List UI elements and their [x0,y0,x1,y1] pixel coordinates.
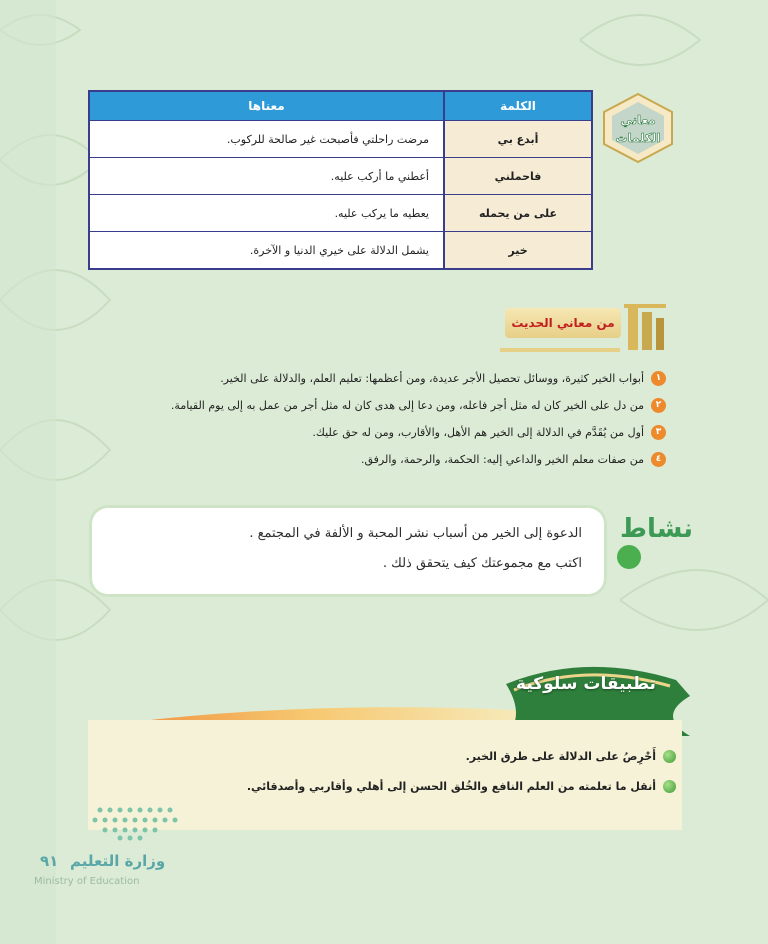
green-bullet-icon [663,780,676,793]
table-row [89,121,592,158]
vocabulary-table [88,90,593,270]
point-text: أبواب الخير كثيرة، ووسائل تحصيل الأجر عديدة، ومن أعظمها: تعليم العلم، والدلالة على الخير. [220,372,644,385]
column-header-meaning: معناها [89,91,444,121]
page-number: ٩١ [40,852,59,870]
point-text: أول من يُقَدَّم في الدلالة إلى الخير هم الأهل، والأقارب، ومن له حق عليك. [312,426,644,439]
ministry-name-arabic: وزارة التعليم [70,852,166,870]
application-text: أَحْرِصُ على الدلالة على طرق الخير. [465,750,656,763]
column-header-word: الكلمة [444,91,592,121]
table-row [89,158,592,195]
number-badge: ٤ [651,452,666,467]
list-item [76,365,666,392]
vocab-word: فاحملني [444,158,592,195]
svg-text:معاني: معاني [620,113,656,127]
vocab-word: على من يحمله [444,195,592,232]
number-badge: ٣ [651,425,666,440]
hadith-points-list [76,365,666,473]
activity-line-2: اكتب مع مجموعتك كيف يتحقق ذلك . [382,556,582,571]
svg-text:الكلمات: الكلمات [615,131,661,145]
ministry-name-english: Ministry of Education [34,876,140,887]
list-item [76,392,666,419]
point-text: من صفات معلم الخير والداعي إليه: الحكمة، والرحمة، والرفق. [360,453,644,466]
hadith-section-title: من معاني الحديث [505,308,621,338]
table-row [89,232,592,270]
vocab-meaning: أعطني ما أركب عليه. [89,158,444,195]
vocabulary-badge-icon [600,92,676,164]
vocab-meaning: يشمل الدلالة على خيري الدنيا و الآخرة. [89,232,444,270]
list-item [76,419,666,446]
table-header-row [89,91,592,121]
vocab-word: أبدع بي [444,121,592,158]
application-text: أنقل ما تعلمته من العلم النافع والخُلق الحسن إلى أهلي وأقاربي وأصدقائي. [246,780,656,793]
vocab-meaning: يعطيه ما يركب عليه. [89,195,444,232]
list-item [247,772,676,802]
applications-list [247,742,676,802]
activity-title: نشاط [620,514,693,544]
list-item [247,742,676,772]
vocab-meaning: مرضت راحلتي فأصبحت غير صالحة للركوب. [89,121,444,158]
table-row [89,195,592,232]
activity-line-1: الدعوة إلى الخير من أسباب نشر المحبة و الألفة في المجتمع . [249,526,582,541]
vocab-word: خير [444,232,592,270]
green-bullet-icon [663,750,676,763]
activity-dot-icon [617,545,641,569]
activity-box [92,508,604,594]
applications-title: تطبيقات سلوكية [516,674,656,694]
list-item [76,446,666,473]
point-text: من دل على الخير كان له مثل أجر فاعله، ومن دعا إلى هدى كان له مثل أجر من عمل به إلى يوم القيامة. [170,399,644,412]
number-badge: ١ [651,371,666,386]
number-badge: ٢ [651,398,666,413]
